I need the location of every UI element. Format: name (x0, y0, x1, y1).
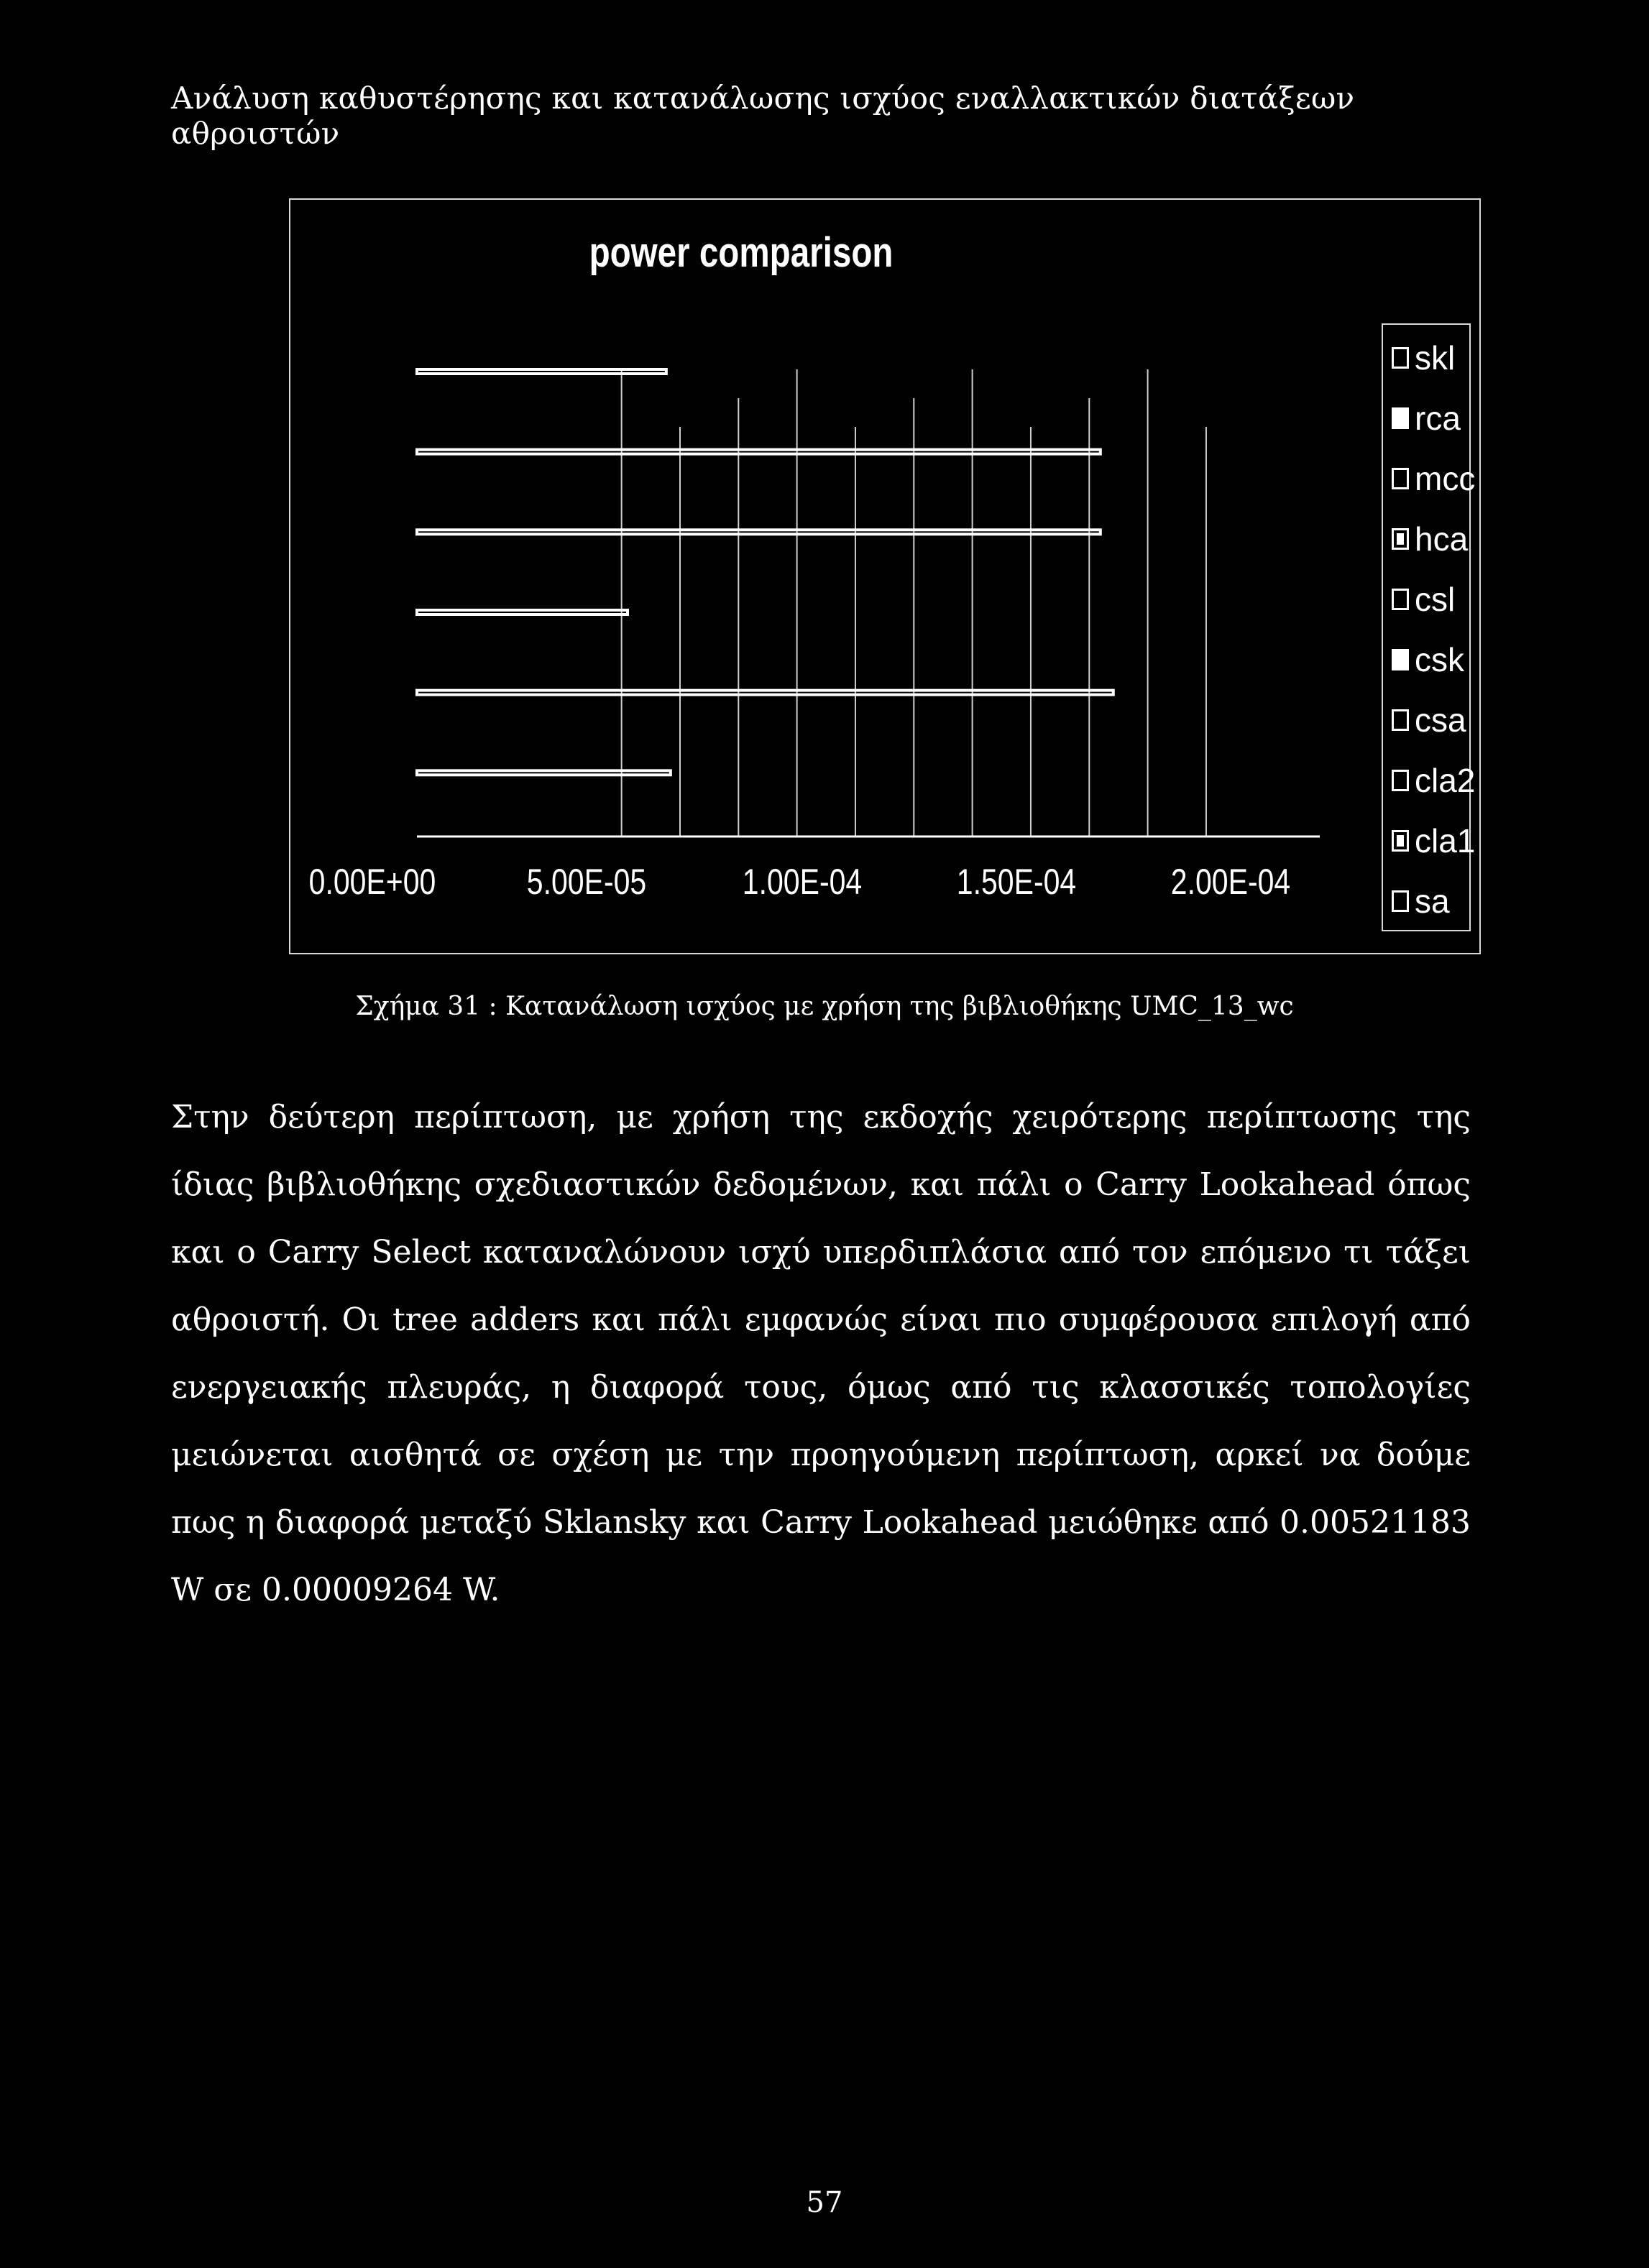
bar (417, 610, 628, 614)
x-tick-label: 5.00E-05 (526, 862, 647, 902)
legend-swatch (1392, 830, 1409, 852)
bar (417, 530, 1101, 534)
legend-item (1392, 759, 1475, 802)
bar (417, 691, 1113, 695)
legend-swatch (1392, 589, 1409, 610)
bar (417, 770, 671, 775)
bar (417, 369, 666, 374)
legend-label: rca (1415, 400, 1461, 437)
legend-item (1392, 457, 1475, 500)
legend-swatch (1392, 347, 1409, 369)
body-paragraph: Στην δεύτερη περίπτωση, με χρήση της εκδοχής χειρότερης περίπτωσης της ίδιας βιβλιοθήκης σχεδιαστικών δεδομένων, και πάλι ο Carry Lookahead όπως και ο Carry Select καταναλώνουν ισχύ υπερδιπλάσια από τον επόμενο τι τάξει αθροιστή. Οι tree adders και πάλι εμφανώς είναι πιο συμφέρουσα επιλογή από ενεργειακής πλευράς, η διαφορά τους, όμως από τις κλασσικές τοπολογίες μειώνεται αισθητά σε σχέση με την προηγούμενη περίπτωση, αρκεί να δούμε πως η διαφορά μεταξύ Sklansky και Carry Lookahead μειώθηκε από 0.00521183 W σε 0.00009264 W. (171, 1099, 1471, 1608)
legend-swatch (1392, 890, 1409, 912)
legend-swatch (1392, 649, 1409, 670)
legend-item (1392, 397, 1461, 440)
legend-label: cla1 (1415, 822, 1476, 859)
legend-label: cla2 (1415, 762, 1476, 799)
legend-item (1392, 517, 1468, 561)
x-tick-label: 1.50E-04 (956, 862, 1077, 902)
legend-swatch (1392, 468, 1409, 489)
bar (417, 450, 1101, 454)
legend-item (1392, 819, 1475, 862)
chart-legend (1382, 323, 1476, 931)
x-tick-label: 0.00E+00 (308, 862, 436, 902)
legend-item (1392, 578, 1455, 621)
legend-label: csl (1415, 581, 1456, 618)
legend-swatch (1392, 528, 1409, 550)
legend-swatch (1392, 770, 1409, 791)
page-header: Ανάλυση καθυστέρησης και κατανάλωσης ισχύος εναλλακτικών διατάξεων αθροιστών (171, 80, 1355, 151)
legend-item (1392, 638, 1464, 681)
legend-label: skl (1415, 339, 1456, 377)
legend-label: mcc (1415, 460, 1476, 497)
legend-item (1392, 336, 1455, 379)
legend-item (1392, 699, 1466, 742)
legend-swatch (1392, 407, 1409, 429)
legend-label: sa (1415, 882, 1450, 920)
legend-label: csa (1415, 701, 1466, 739)
legend-swatch (1392, 709, 1409, 731)
chart-title: power comparison (589, 229, 894, 276)
x-tick-label: 2.00E-04 (1170, 862, 1291, 902)
legend-item (1392, 880, 1450, 923)
legend-label: csk (1415, 641, 1464, 678)
x-tick-label: 1.00E-04 (742, 862, 863, 902)
chart-figure (289, 198, 1481, 954)
legend-label: hca (1415, 520, 1469, 558)
chart-plot (290, 200, 1479, 953)
page-number: 57 (806, 2186, 843, 2219)
figure-caption: Σχήμα 31 : Κατανάλωση ισχύος με χρήση της βιβλιοθήκης UMC_13_wc (355, 992, 1294, 1021)
